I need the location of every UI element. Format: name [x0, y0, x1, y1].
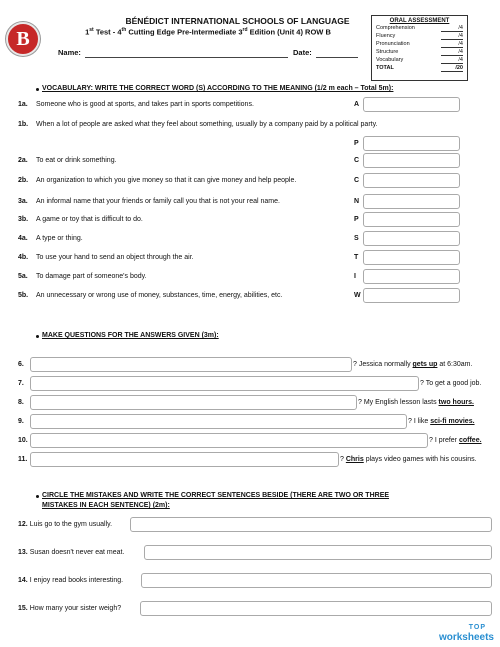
- bullet-icon: [36, 88, 39, 91]
- correction-input[interactable]: [130, 517, 492, 532]
- given-answer-text: ?: [340, 456, 346, 463]
- given-answer: [420, 380, 481, 387]
- date-label: Date:: [293, 48, 312, 57]
- given-answer-rest: at 6:30am.: [437, 361, 473, 368]
- oral-row: [372, 24, 467, 32]
- mistake-sentence[interactable]: [18, 605, 121, 612]
- oral-assessment-box: [371, 15, 468, 81]
- question-number: 11.: [18, 456, 28, 463]
- vocab-answer-box[interactable]: [363, 269, 460, 284]
- given-answer-underlined: two hours.: [438, 399, 474, 406]
- given-answer: [358, 399, 474, 406]
- given-answer-rest: plays video games with his cousins.: [363, 456, 477, 463]
- vocab-item-first-letter: P: [354, 140, 359, 147]
- question-input[interactable]: [30, 414, 407, 429]
- mistake-sentence[interactable]: [18, 549, 124, 556]
- oral-row-label: Fluency: [376, 33, 396, 39]
- question-input[interactable]: [30, 395, 357, 410]
- given-answer-underlined: coffee.: [458, 437, 482, 444]
- vocab-item-definition: Someone who is good at sports, and takes part in sports competitions.: [36, 101, 254, 108]
- vocab-item-first-letter: S: [354, 235, 359, 242]
- oral-row-label: Comprehension: [376, 25, 415, 31]
- vocab-item-number: 2a.: [18, 157, 28, 164]
- oral-row: [372, 40, 467, 48]
- oral-row-score[interactable]: /20: [441, 64, 463, 72]
- vocab-answer-box[interactable]: [363, 250, 460, 265]
- vocab-answer-box[interactable]: [363, 173, 460, 188]
- question-input[interactable]: [30, 357, 352, 372]
- vocab-answer-box[interactable]: [363, 231, 460, 246]
- vocab-item-definition: An informal name that your friends or family call you that is not your real name.: [36, 198, 280, 205]
- oral-row-label: TOTAL: [376, 65, 394, 71]
- vocab-answer-box[interactable]: [363, 136, 460, 151]
- oral-row-score[interactable]: /4: [441, 24, 463, 32]
- vocab-item-first-letter: C: [354, 177, 360, 184]
- oral-row: [372, 32, 467, 40]
- oral-row-score[interactable]: /4: [441, 32, 463, 40]
- correction-input[interactable]: [141, 573, 492, 588]
- correction-input[interactable]: [144, 545, 492, 560]
- vocab-item-first-letter: T: [354, 254, 359, 261]
- given-answer: [408, 418, 475, 425]
- oral-row: [372, 64, 467, 72]
- mistake-number: 12.: [18, 521, 28, 528]
- bullet-icon: [36, 495, 39, 498]
- mistakes-section-title-1: CIRCLE THE MISTAKES AND WRITE THE CORRECT SENTENCES BESIDE (THERE ARE TWO OR THREE: [42, 492, 390, 499]
- mistake-number: 15.: [18, 605, 28, 612]
- question-input[interactable]: [30, 376, 419, 391]
- name-field[interactable]: [85, 57, 288, 58]
- oral-row-label: Vocabulary: [376, 57, 404, 63]
- vocab-answer-box[interactable]: [363, 212, 460, 227]
- mistake-sentence[interactable]: [18, 577, 123, 584]
- vocab-item-definition: To use your hand to send an object through the air.: [36, 254, 194, 261]
- oral-row: [372, 56, 467, 64]
- given-answer: [429, 437, 482, 444]
- given-answer-underlined: Chris: [345, 456, 364, 463]
- given-answer-text: ? To get a good job.: [420, 380, 482, 387]
- vocab-item-first-letter: I: [354, 273, 356, 280]
- correction-input[interactable]: [140, 601, 492, 616]
- vocab-item-first-letter: C: [354, 157, 360, 164]
- question-input[interactable]: [30, 433, 428, 448]
- given-answer-text: ? My English lesson lasts: [358, 399, 439, 406]
- test-title: 1st Test - 4th Cutting Edge Pre-Intermediate 3rd Edition (Unit 4) ROW B: [85, 27, 331, 37]
- oral-row-label: Pronunciation: [376, 41, 410, 47]
- vocab-item-first-letter: N: [354, 198, 360, 205]
- question-input[interactable]: [30, 452, 339, 467]
- vocab-item-number: 3a.: [18, 198, 28, 205]
- vocab-answer-box[interactable]: [363, 153, 460, 168]
- vocab-item-number: 4b.: [18, 254, 29, 261]
- oral-assessment-title: ORAL ASSESSMENT: [389, 18, 450, 24]
- vocab-item-definition: A game or toy that is difficult to do.: [36, 216, 143, 223]
- oral-row-label: Structure: [376, 49, 399, 55]
- vocab-answer-box[interactable]: [363, 194, 460, 209]
- bullet-icon: [36, 335, 39, 338]
- mistakes-section-title-2: MISTAKES IN EACH SENTENCE) (2m):: [42, 502, 170, 509]
- given-answer-text: ? I prefer: [429, 437, 459, 444]
- given-answer-underlined: gets up: [412, 361, 438, 368]
- watermark-worksheets: worksheets: [438, 632, 494, 643]
- name-label: Name:: [58, 48, 81, 57]
- vocab-item-definition: To eat or drink something.: [36, 157, 117, 164]
- vocab-item-definition: An unnecessary or wrong use of money, substances, time, energy, abilities, etc.: [36, 292, 283, 299]
- given-answer: [340, 456, 477, 463]
- vocab-item-number: 2b.: [18, 177, 29, 184]
- vocab-item-definition: A type or thing.: [36, 235, 83, 242]
- vocab-answer-box[interactable]: [363, 97, 460, 112]
- watermark-top: TOP: [468, 624, 486, 631]
- vocab-item-number: 4a.: [18, 235, 28, 242]
- question-number: 8.: [18, 399, 24, 406]
- oral-row: [372, 48, 467, 56]
- question-number: 10.: [18, 437, 28, 444]
- school-logo: B: [6, 22, 40, 56]
- vocab-answer-box[interactable]: [363, 288, 460, 303]
- vocab-item-definition: An organization to which you give money so that it can give money and help people.: [36, 177, 297, 184]
- vocab-item-number: 1a.: [18, 101, 28, 108]
- given-answer-text: ? I like: [408, 418, 431, 425]
- mistake-number: 13.: [18, 549, 28, 556]
- question-number: 7.: [18, 380, 24, 387]
- questions-section-title: MAKE QUESTIONS FOR THE ANSWERS GIVEN (3m):: [42, 332, 219, 339]
- vocab-item-first-letter: A: [354, 101, 360, 108]
- vocab-item-number: 1b.: [18, 121, 29, 128]
- mistake-text[interactable]: Luis go to the gym usually.: [29, 521, 113, 528]
- vocab-item-first-letter: W: [354, 292, 361, 299]
- vocab-item-number: 5a.: [18, 273, 28, 280]
- vocab-section-title: VOCABULARY: WRITE THE CORRECT WORD (S) ACCORDING TO THE MEANING (1/2 m each – Total 5m):: [42, 85, 394, 92]
- question-number: 9.: [18, 418, 24, 425]
- vocab-item-first-letter: P: [354, 216, 359, 223]
- given-answer-text: ? Jessica normally: [353, 361, 413, 368]
- vocab-item-number: 3b.: [18, 216, 29, 223]
- vocab-item-definition: When a lot of people are asked what they feel about something, usually by a company paid by a political party.: [36, 121, 378, 128]
- vocab-item-definition: To damage part of someone's body.: [36, 273, 147, 280]
- oral-row-score[interactable]: /4: [441, 40, 463, 48]
- school-name: BÉNÉDICT INTERNATIONAL SCHOOLS OF LANGUAGE: [125, 16, 350, 26]
- given-answer: [353, 361, 472, 368]
- oral-row-score[interactable]: /4: [441, 56, 463, 64]
- mistake-sentence[interactable]: [18, 521, 112, 528]
- vocab-item-number: 5b.: [18, 292, 29, 299]
- given-answer-underlined: sci-fi movies.: [430, 418, 475, 425]
- mistake-text[interactable]: How many your sister weigh?: [29, 605, 122, 612]
- mistake-number: 14.: [18, 577, 28, 584]
- oral-row-score[interactable]: /4: [441, 48, 463, 56]
- mistake-text[interactable]: I enjoy read books interesting.: [29, 577, 124, 584]
- mistake-text[interactable]: Susan doesn't never eat meat.: [29, 549, 125, 556]
- question-number: 6.: [18, 361, 24, 368]
- date-field[interactable]: [316, 57, 358, 58]
